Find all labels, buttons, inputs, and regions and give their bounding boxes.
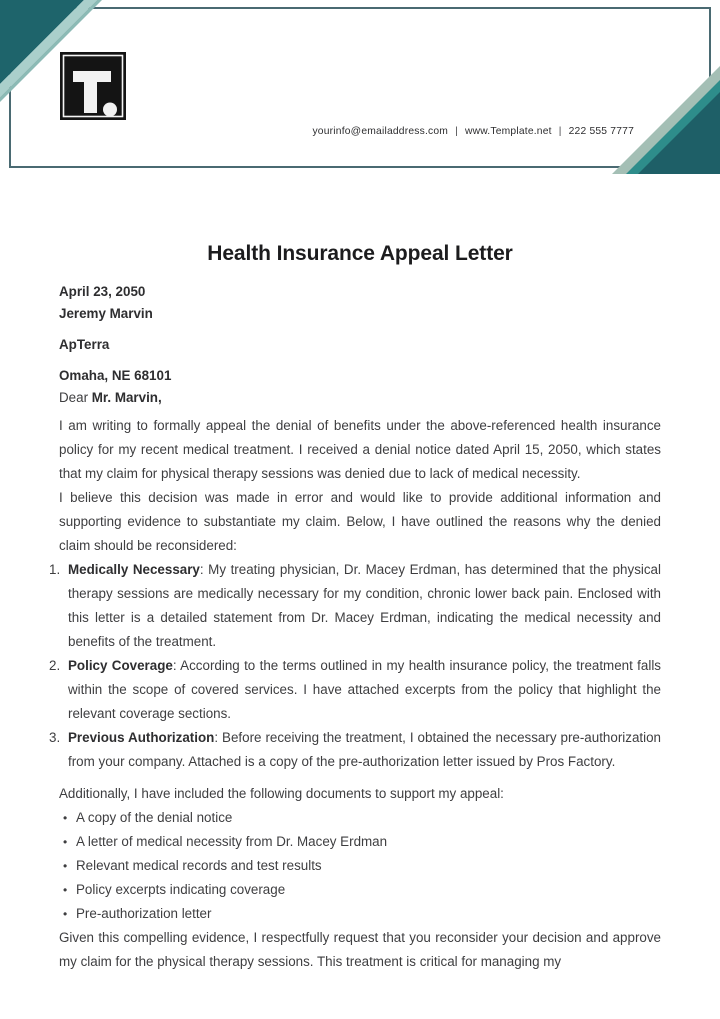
bullet-icon: • bbox=[63, 883, 68, 897]
list-item-title: Previous Authorization bbox=[68, 730, 215, 745]
template-logo-icon bbox=[60, 52, 126, 120]
page-title: Health Insurance Appeal Letter bbox=[207, 242, 513, 265]
company-name: ApTerra bbox=[59, 337, 110, 352]
bullet-icon: • bbox=[63, 859, 68, 873]
list-item-title: Policy Coverage bbox=[68, 658, 173, 673]
bullet-icon: • bbox=[63, 907, 68, 921]
list-item bbox=[59, 806, 661, 830]
contact-website: www.Template.net bbox=[464, 126, 552, 137]
list-item-text: A copy of the denial notice bbox=[76, 810, 233, 825]
bullet-icon: • bbox=[63, 835, 68, 849]
paragraph-appeal: I am writing to formally appeal the denial of benefits under the above-referenced health insurance policy for my recent medical treatment. I received a denial notice dated April 15, 2050, which states that my claim for physical therapy sessions was denied due to lack of medical necessity. bbox=[59, 418, 661, 481]
closing-paragraph: Given this compelling evidence, I respectfully request that you reconsider your decision and approve my claim for the physical therapy sessions. This treatment is critical for managing my bbox=[59, 930, 661, 969]
salutation-prefix: Dear bbox=[59, 390, 92, 405]
list-item-text bbox=[68, 654, 661, 726]
salutation-name: Mr. Marvin, bbox=[91, 390, 162, 405]
list-item-title: Medically Necessary bbox=[68, 562, 200, 577]
list-item bbox=[49, 654, 661, 726]
list-number: 2. bbox=[49, 658, 61, 673]
list-item bbox=[59, 878, 661, 902]
list-item-text bbox=[68, 726, 661, 774]
contact-phone: 222 555 7777 bbox=[568, 126, 634, 137]
list-item-text: Pre-authorization letter bbox=[76, 906, 212, 921]
list-item-text: Policy excerpts indicating coverage bbox=[76, 882, 286, 897]
list-item-body: : Before receiving the treatment, I obtained the necessary pre-authorization from your company. Attached is a copy of the pre-authorization letter issued by Pros Factory. bbox=[68, 730, 661, 769]
letter-date: April 23, 2050 bbox=[59, 284, 146, 299]
documents-intro: Additionally, I have included the following documents to support my appeal: bbox=[59, 786, 504, 801]
list-item-text bbox=[68, 558, 661, 654]
list-item bbox=[59, 830, 661, 854]
contact-separator: | bbox=[455, 126, 458, 137]
sender-name: Jeremy Marvin bbox=[59, 306, 153, 321]
contact-separator: | bbox=[558, 126, 562, 137]
list-number: 1. bbox=[49, 562, 61, 577]
salutation bbox=[59, 387, 661, 409]
documents-list bbox=[59, 806, 661, 926]
reasons-list bbox=[49, 558, 661, 774]
list-item-body: : According to the terms outlined in my health insurance policy, the treatment falls within the scope of covered services. I have attached excerpts from the policy that highlight the relevant coverage sections. bbox=[68, 658, 661, 721]
bullet-icon: • bbox=[63, 811, 68, 825]
contact-line bbox=[11, 126, 634, 137]
list-item bbox=[49, 726, 661, 774]
list-item-text: Relevant medical records and test results bbox=[76, 858, 322, 873]
address-line: Omaha, NE 68101 bbox=[59, 368, 172, 383]
list-item-text: A letter of medical necessity from Dr. Macey Erdman bbox=[76, 834, 388, 849]
list-item bbox=[59, 902, 661, 926]
list-item-body: : My treating physician, Dr. Macey Erdman, has determined that the physical therapy sessions are medically necessary for my condition, chronic lower back pain. Enclosed with this letter is a detailed statement from Dr. Macey Erdman, indicating the medical necessity and benefits of the treatment. bbox=[68, 562, 661, 649]
list-number: 3. bbox=[49, 730, 61, 745]
corner-decoration-header-right bbox=[608, 62, 720, 174]
list-item bbox=[49, 558, 661, 654]
paragraph-reasons-intro: I believe this decision was made in error and would like to provide additional information and supporting evidence to substantiate my claim. Below, I have outlined the reasons why the denied claim should be reconsidered: bbox=[59, 490, 661, 553]
list-item bbox=[59, 854, 661, 878]
contact-email: yourinfo@emailaddress.com bbox=[312, 126, 449, 137]
letter-body bbox=[49, 240, 661, 974]
